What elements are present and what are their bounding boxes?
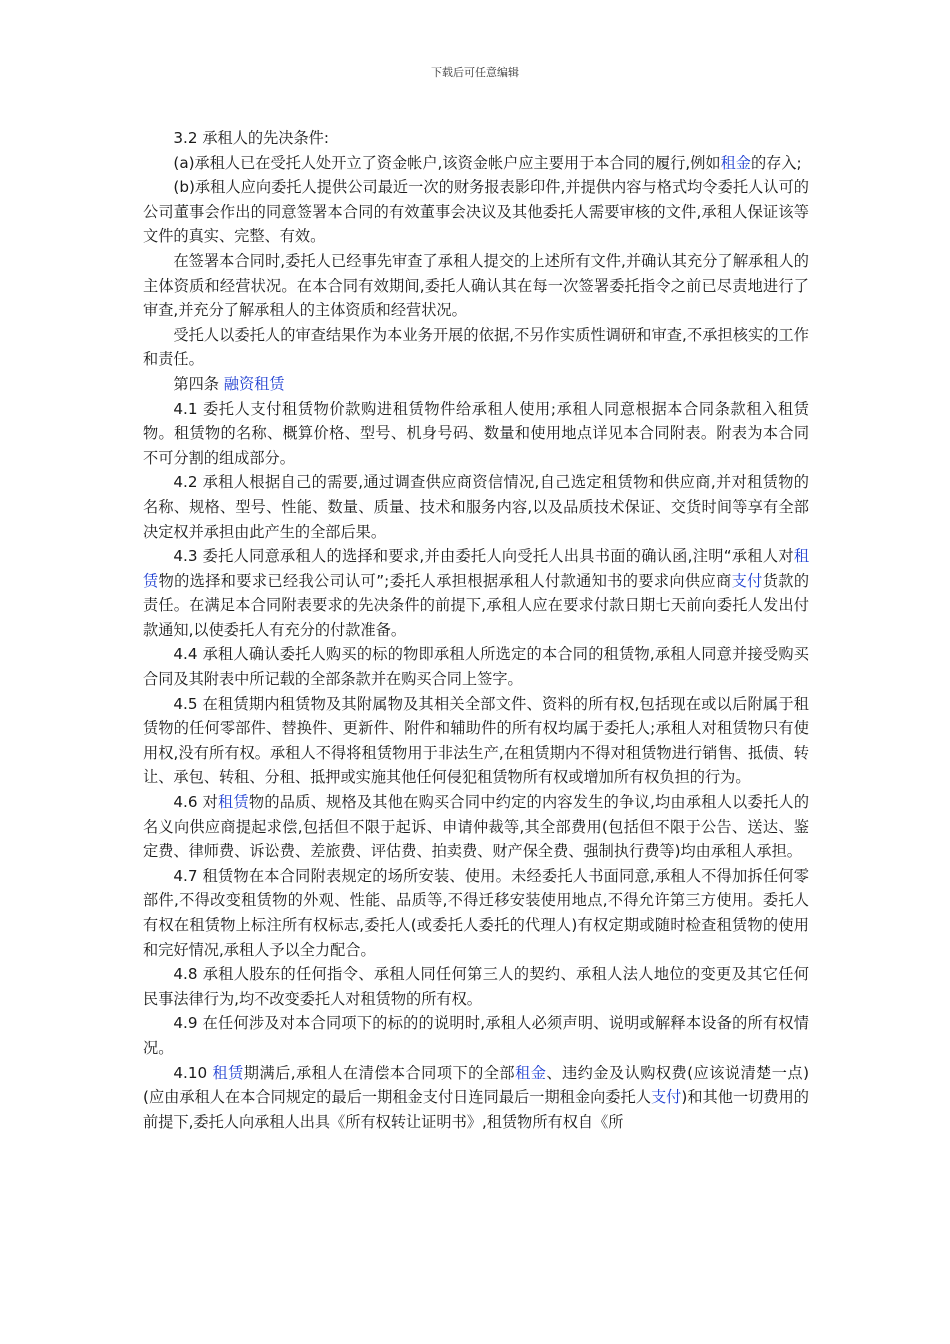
- text-segment: 3.2 承租人的先决条件:: [173, 129, 329, 147]
- hyperlink-rent[interactable]: 租金: [515, 1063, 547, 1082]
- hyperlink-lease[interactable]: 租赁: [212, 1063, 244, 1082]
- page-header: 下载后可任意编辑: [431, 66, 519, 79]
- paragraph: [143, 1011, 809, 1060]
- text-segment: 4.7 租赁物在本合同附表规定的场所安装、使用。未经委托人书面同意,承租人不得加拆任何零部件,不得改变租赁物的外观、性能、品质等,不得迁移安装使用地点,不得允许第三方使用。委托人有权在租赁物上标注所有权标志,委托人(或委托人委托的代理人)有权定期或随时检查租赁物的使用和完好情况,承租人予以全力配合。: [143, 866, 809, 959]
- text-segment: 期满后,承租人在清偿本合同项下的全部: [243, 1063, 516, 1082]
- paragraph: [143, 642, 809, 691]
- hyperlink-payment[interactable]: 支付: [731, 571, 763, 590]
- text-segment: 货款的责任。在满足本合同附表要求的先决条件的前提下,承租人应在要求付款日期七天前向委托人发出付款通知,以使委托人有充分的付款准备。: [143, 571, 810, 639]
- text-segment: 4.5 在租赁期内租赁物及其附属物及其相关全部文件、资料的所有权,包括现在或以后附属于租赁物的任何零部件、替换件、更新件、附件和辅助件的所有权均属于委托人;承租人对租赁物只有使用权,没有所有权。承租人不得将租赁物用于非法生产,在租赁期内不得对租赁物进行销售、抵债、转让、承包、转租、分租、抵押或实施其他任何侵犯租赁物所有权或增加所有权负担的行为。: [143, 694, 809, 787]
- paragraph: [143, 470, 809, 544]
- hyperlink-lease[interactable]: 租赁: [218, 793, 249, 812]
- text-segment: 4.4 承租人确认委托人购买的标的物即承租人所选定的本合同的租赁物,承租人同意并接受购买合同及其附表中所记载的全部条款并在购买合同上签字。: [143, 645, 809, 689]
- text-segment: 受托人以委托人的审查结果作为本业务开展的依据,不另作实质性调研和审查,不承担核实的工作和责任。: [143, 325, 809, 369]
- paragraph: [143, 864, 809, 962]
- document-body: [143, 126, 809, 1134]
- text-segment: )和其他一切费用的前提下,委托人向承租人出具《所有权转让证明书》,租赁物所有权自《所: [143, 1088, 809, 1131]
- text-segment: (b)承租人应向委托人提供公司最近一次的财务报表影印件,并提供内容与格式均令委托人认可的公司董事会作出的同意签署本合同的有效董事会决议及其他委托人需要审核的文件,承租人保证该等文件的真实、完整、有效。: [143, 178, 809, 246]
- paragraph: [143, 126, 809, 151]
- text-segment: 4.1 委托人支付租赁物价款购进租赁物件给承租人使用;承租人同意根据本合同条款租入租赁物。租赁物的名称、概算价格、型号、机身号码、数量和使用地点详见本合同附表。附表为本合同不可分割的组成部分。: [143, 399, 809, 467]
- text-segment: 4.2 承租人根据自己的需要,通过调查供应商资信情况,自己选定租赁物和供应商,并对租赁物的名称、规格、型号、性能、数量、质量、技术和服务内容,以及品质技术保证、交货时间等享有全部决定权并承担由此产生的全部后果。: [143, 473, 809, 541]
- text-segment: 、违约金及认购权费(应该说清楚一点)(应由承租人在本合同规定的最后一期租金支付日连同最后一期租金向委托人: [143, 1063, 809, 1107]
- text-segment: 第四条: [173, 374, 224, 393]
- paragraph: [143, 249, 809, 323]
- hyperlink-payment[interactable]: 支付: [650, 1088, 682, 1107]
- paragraph: [143, 323, 809, 372]
- hyperlink-rent[interactable]: 租金: [720, 153, 751, 172]
- paragraph: [143, 692, 809, 790]
- text-segment: (a)承租人已在受托人处开立了资金帐户,该资金帐户应主要用于本合同的履行,例如: [173, 153, 721, 172]
- text-segment: 4.10: [173, 1063, 213, 1082]
- paragraph: [143, 175, 809, 249]
- text-segment: 物的选择和要求已经我公司认可”;委托人承担根据承租人付款通知书的要求向供应商: [158, 571, 732, 590]
- text-segment: 在签署本合同时,委托人已经事先审查了承租人提交的上述所有文件,并确认其充分了解承租人的主体资质和经营状况。在本合同有效期间,委托人确认其在每一次签署委托指令之前已尽责地进行了审查,并充分了解承租人的主体资质和经营状况。: [143, 251, 809, 320]
- paragraph: [143, 151, 809, 176]
- section-heading: [143, 372, 809, 397]
- paragraph: [143, 790, 809, 864]
- paragraph: [143, 544, 809, 642]
- hyperlink-finance-lease[interactable]: 融资租赁: [223, 374, 285, 393]
- paragraph: [143, 1061, 809, 1135]
- paragraph: [143, 397, 809, 471]
- text-segment: 的存入;: [750, 153, 802, 172]
- text-segment: 4.9 在任何涉及对本合同项下的标的的说明时,承租人必须声明、说明或解释本设备的所有权情况。: [143, 1014, 809, 1057]
- text-segment: 物的品质、规格及其他在购买合同中约定的内容发生的争议,均由承租人以委托人的名义向供应商提起求偿,包括但不限于起诉、申请仲裁等,其全部费用(包括但不限于公告、送达、鉴定费、律师费、诉讼费、差旅费、评估费、拍卖费、财产保全费、强制执行费等)均由承租人承担。: [143, 793, 810, 861]
- text-segment: 4.8 承租人股东的任何指令、承租人同任何第三人的契约、承租人法人地位的变更及其它任何民事法律行为,均不改变委托人对租赁物的所有权。: [143, 965, 809, 1008]
- hyperlink-lease[interactable]: 租赁: [143, 547, 809, 590]
- text-segment: 4.6 对: [173, 793, 219, 812]
- paragraph: [143, 962, 809, 1011]
- text-segment: 4.3 委托人同意承租人的选择和要求,并由委托人向受托人出具书面的确认函,注明“承租人对: [173, 547, 794, 566]
